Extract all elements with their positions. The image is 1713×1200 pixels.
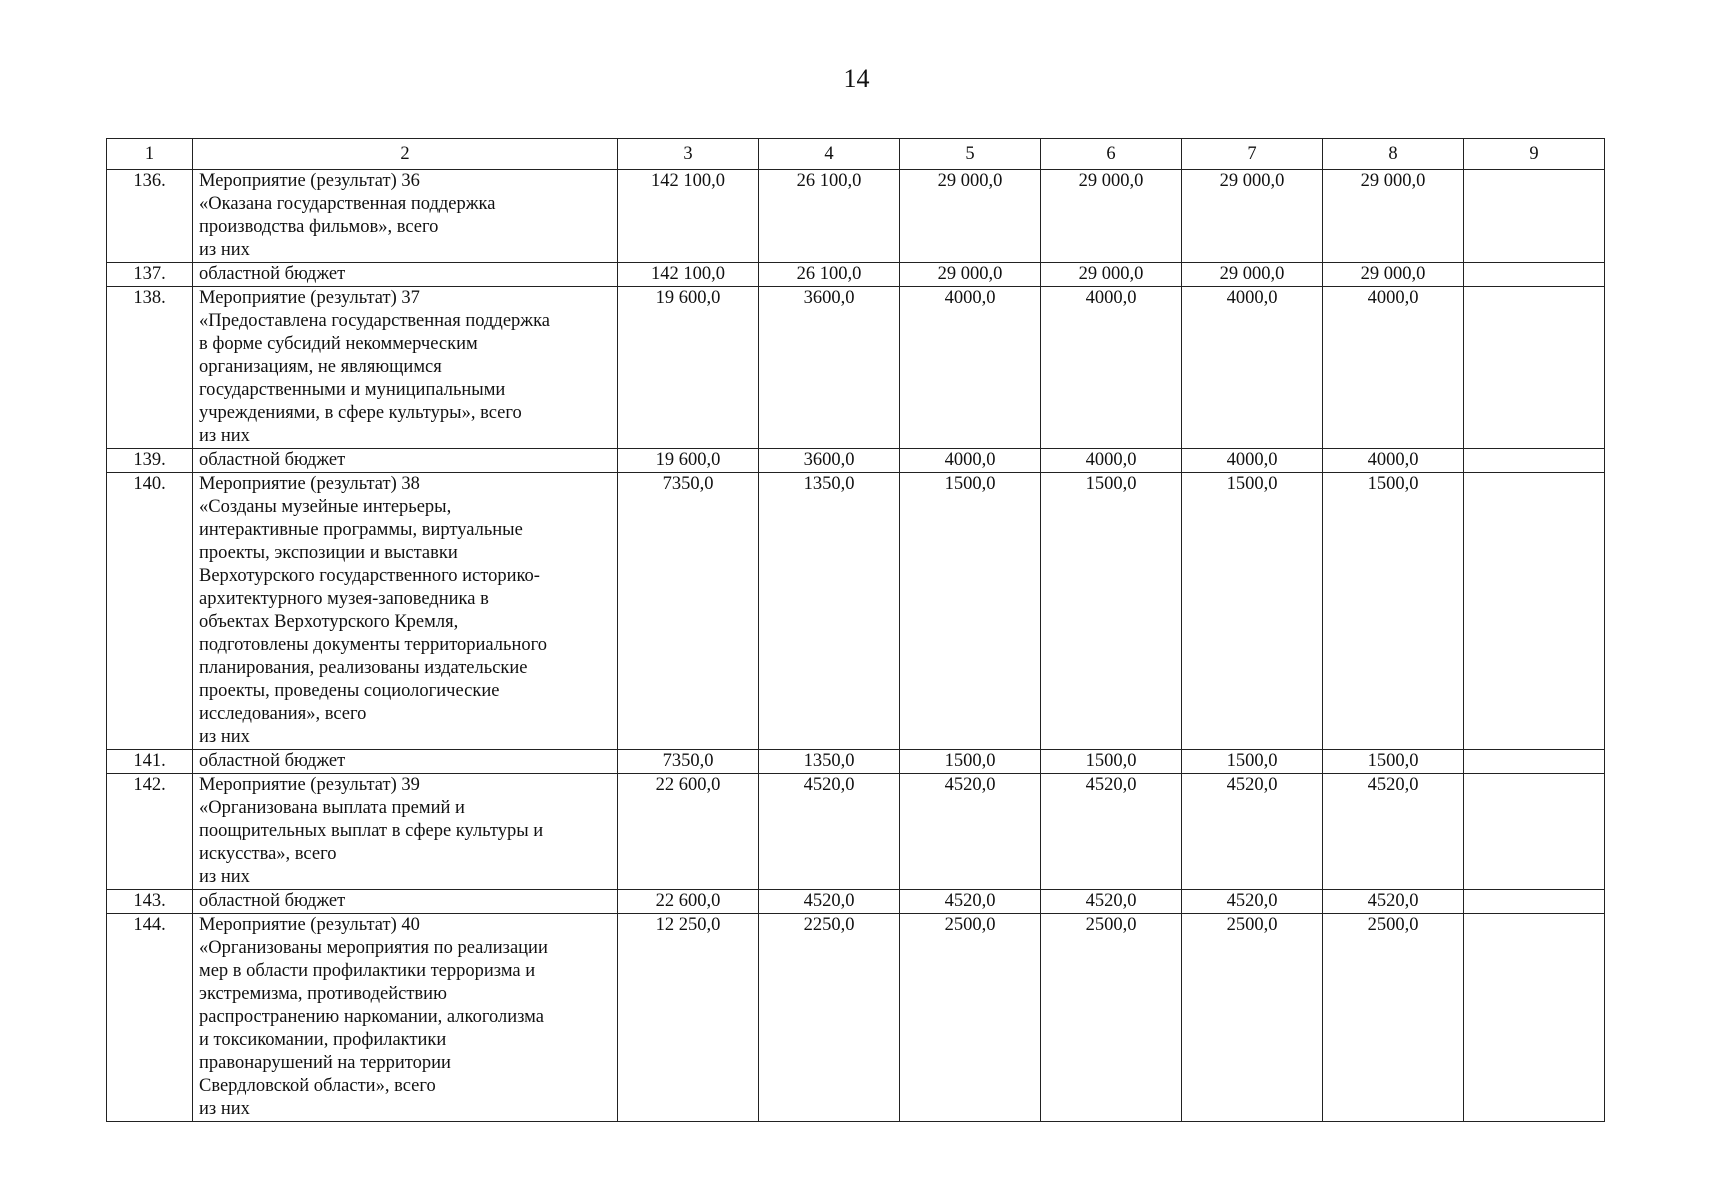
cell-col6: 1500,0 — [1041, 750, 1182, 774]
cell-col8: 29 000,0 — [1323, 263, 1464, 287]
cell-col3: 142 100,0 — [618, 170, 759, 263]
cell-col6: 29 000,0 — [1041, 263, 1182, 287]
column-header: 5 — [900, 139, 1041, 170]
cell-col9 — [1464, 774, 1605, 890]
cell-col5: 1500,0 — [900, 473, 1041, 750]
cell-col6: 2500,0 — [1041, 914, 1182, 1122]
row-description: Мероприятие (результат) 38 «Созданы музейные интерьеры, интерактивные программы, виртуальные проекты, экспозиции и выставки Верхотурского государственного историко- архитектурного музея-заповедника в объектах Верхотурского Кремля, подготовлены документы территориального планирования, реализованы издательские проекты, проведены социологические исследования», всего из них — [193, 473, 618, 750]
row-description: Мероприятие (результат) 39 «Организована выплата премий и поощрительных выплат в сфере культуры и искусства», всего из них — [193, 774, 618, 890]
cell-col4: 26 100,0 — [759, 170, 900, 263]
cell-col9 — [1464, 287, 1605, 449]
table-row — [107, 473, 1605, 750]
cell-col7: 29 000,0 — [1182, 263, 1323, 287]
column-header: 9 — [1464, 139, 1605, 170]
cell-col5: 4520,0 — [900, 774, 1041, 890]
cell-col9 — [1464, 750, 1605, 774]
cell-col8: 1500,0 — [1323, 750, 1464, 774]
cell-col8: 4520,0 — [1323, 774, 1464, 890]
row-number: 139. — [107, 449, 193, 473]
cell-col7: 29 000,0 — [1182, 170, 1323, 263]
cell-col7: 4520,0 — [1182, 890, 1323, 914]
cell-col4: 1350,0 — [759, 750, 900, 774]
table-row — [107, 890, 1605, 914]
row-description: областной бюджет — [193, 263, 618, 287]
row-description: областной бюджет — [193, 890, 618, 914]
cell-col4: 2250,0 — [759, 914, 900, 1122]
cell-col9 — [1464, 449, 1605, 473]
cell-col9 — [1464, 473, 1605, 750]
column-header: 1 — [107, 139, 193, 170]
cell-col9 — [1464, 263, 1605, 287]
row-number: 143. — [107, 890, 193, 914]
cell-col6: 4000,0 — [1041, 449, 1182, 473]
row-description: областной бюджет — [193, 750, 618, 774]
cell-col6: 29 000,0 — [1041, 170, 1182, 263]
cell-col4: 4520,0 — [759, 890, 900, 914]
cell-col7: 4520,0 — [1182, 774, 1323, 890]
cell-col7: 1500,0 — [1182, 750, 1323, 774]
cell-col8: 4000,0 — [1323, 449, 1464, 473]
cell-col8: 2500,0 — [1323, 914, 1464, 1122]
table-row — [107, 914, 1605, 1122]
column-header: 7 — [1182, 139, 1323, 170]
page-number: 14 — [843, 64, 870, 93]
table-row — [107, 449, 1605, 473]
cell-col4: 3600,0 — [759, 449, 900, 473]
cell-col3: 22 600,0 — [618, 890, 759, 914]
table-row — [107, 750, 1605, 774]
row-number: 140. — [107, 473, 193, 750]
column-header: 6 — [1041, 139, 1182, 170]
cell-col3: 7350,0 — [618, 750, 759, 774]
cell-col7: 4000,0 — [1182, 449, 1323, 473]
column-header: 4 — [759, 139, 900, 170]
cell-col5: 2500,0 — [900, 914, 1041, 1122]
cell-col3: 19 600,0 — [618, 287, 759, 449]
cell-col9 — [1464, 890, 1605, 914]
column-header: 3 — [618, 139, 759, 170]
cell-col5: 4520,0 — [900, 890, 1041, 914]
cell-col3: 7350,0 — [618, 473, 759, 750]
row-number: 144. — [107, 914, 193, 1122]
cell-col4: 26 100,0 — [759, 263, 900, 287]
cell-col6: 1500,0 — [1041, 473, 1182, 750]
row-number: 137. — [107, 263, 193, 287]
cell-col8: 4000,0 — [1323, 287, 1464, 449]
cell-col7: 2500,0 — [1182, 914, 1323, 1122]
cell-col5: 4000,0 — [900, 449, 1041, 473]
row-description: Мероприятие (результат) 37 «Предоставлена государственная поддержка в форме субсидий некоммерческим организациям, не являющимся государственными и муниципальными учреждениями, в сфере культуры», всего из них — [193, 287, 618, 449]
cell-col5: 29 000,0 — [900, 263, 1041, 287]
table-row — [107, 287, 1605, 449]
column-header: 2 — [193, 139, 618, 170]
table-row — [107, 263, 1605, 287]
cell-col4: 1350,0 — [759, 473, 900, 750]
cell-col5: 1500,0 — [900, 750, 1041, 774]
cell-col3: 19 600,0 — [618, 449, 759, 473]
cell-col8: 4520,0 — [1323, 890, 1464, 914]
cell-col7: 1500,0 — [1182, 473, 1323, 750]
cell-col5: 29 000,0 — [900, 170, 1041, 263]
cell-col3: 12 250,0 — [618, 914, 759, 1122]
cell-col8: 29 000,0 — [1323, 170, 1464, 263]
cell-col8: 1500,0 — [1323, 473, 1464, 750]
row-number: 142. — [107, 774, 193, 890]
cell-col9 — [1464, 170, 1605, 263]
budget-table — [106, 138, 1605, 1122]
table-row — [107, 170, 1605, 263]
cell-col6: 4520,0 — [1041, 774, 1182, 890]
row-description: областной бюджет — [193, 449, 618, 473]
cell-col3: 22 600,0 — [618, 774, 759, 890]
table-row — [107, 774, 1605, 890]
cell-col7: 4000,0 — [1182, 287, 1323, 449]
column-header: 8 — [1323, 139, 1464, 170]
cell-col6: 4000,0 — [1041, 287, 1182, 449]
cell-col6: 4520,0 — [1041, 890, 1182, 914]
cell-col4: 3600,0 — [759, 287, 900, 449]
cell-col9 — [1464, 914, 1605, 1122]
row-number: 141. — [107, 750, 193, 774]
cell-col3: 142 100,0 — [618, 263, 759, 287]
cell-col4: 4520,0 — [759, 774, 900, 890]
header-row — [107, 139, 1605, 170]
row-number: 138. — [107, 287, 193, 449]
cell-col5: 4000,0 — [900, 287, 1041, 449]
row-description: Мероприятие (результат) 40 «Организованы мероприятия по реализации мер в области профилактики терроризма и экстремизма, противодействию распространению наркомании, алкоголизма и токсикомании, профилактики правонарушений на территории Свердловской области», всего из них — [193, 914, 618, 1122]
row-description: Мероприятие (результат) 36 «Оказана государственная поддержка производства фильмов», всего из них — [193, 170, 618, 263]
row-number: 136. — [107, 170, 193, 263]
